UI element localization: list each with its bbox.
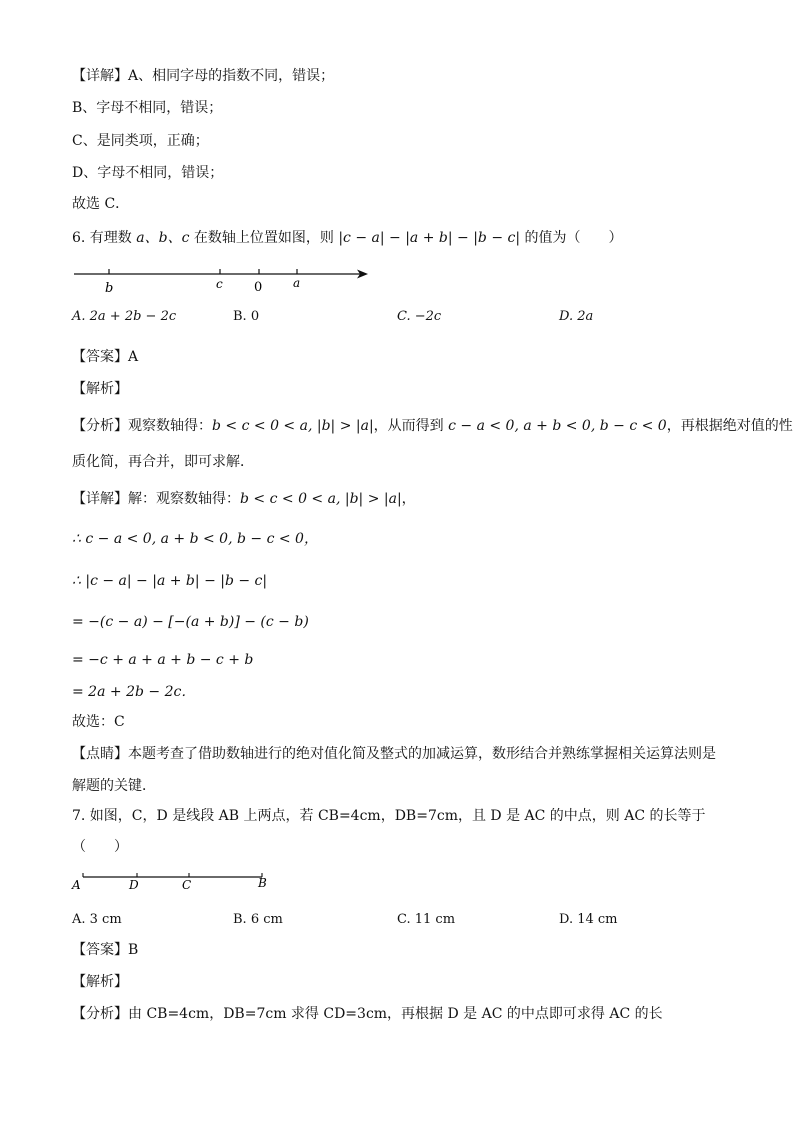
q7-analysis-heading: 【解析】 <box>72 974 128 990</box>
q6-analysis-heading: 【解析】 <box>72 381 128 397</box>
label-point-d: D <box>129 878 139 892</box>
q6-choice: 故选：C <box>72 714 125 730</box>
q6-analysis-text-1: ，从而得到 <box>373 418 449 434</box>
q6-analysis-text-2: ，再根据绝对值的性 <box>666 418 793 434</box>
q6-detail-comma: ， <box>401 491 416 507</box>
prev-choice-line: 故选 C． <box>72 196 130 212</box>
q6-step-5: = 2a + 2b − 2c． <box>72 684 196 700</box>
q6-stem-suffix: 的值为（ ） <box>520 230 623 246</box>
q6-stem <box>72 229 623 247</box>
prev-option-d-line: D、字母不相同，错误； <box>72 165 224 181</box>
q6-stem-prefix: 6. 有理数 <box>72 230 137 246</box>
label-b: b <box>105 281 114 296</box>
q6-detail-inequality: b < c < 0 < a, |b| > |a| <box>240 491 402 507</box>
q6-detail-label: 【详解】解：观察数轴得： <box>72 491 240 507</box>
label-zero: 0 <box>254 280 263 295</box>
q6-analysis-inequality: b < c < 0 < a, |b| > |a| <box>212 418 374 434</box>
q6-comment-line-1: 【点睛】本题考查了借助数轴进行的绝对值化简及整式的加减运算，数形结合并熟练掌握相关运算法则是 <box>72 746 716 762</box>
q6-analysis-line-1 <box>72 417 793 435</box>
label-point-c: C <box>182 878 192 892</box>
label-c: c <box>216 277 223 291</box>
q6-expression: |c − a| − |a + b| − |b − c| <box>338 230 521 246</box>
q7-segment-diagram <box>70 866 280 896</box>
prev-option-b-line: B、字母不相同，错误； <box>72 100 223 116</box>
q6-analysis-label: 【分析】观察数轴得： <box>72 418 212 434</box>
q7-answer: 【答案】B <box>72 942 139 958</box>
q7-option-d: D. 14 cm <box>559 912 618 927</box>
q6-option-b: B. 0 <box>233 309 260 324</box>
q6-step-1: ∴ c − a < 0, a + b < 0, b − c < 0， <box>72 531 318 547</box>
q6-analysis-signs: c − a < 0, a + b < 0, b − c < 0 <box>448 418 667 434</box>
q6-option-c: C. −2c <box>397 309 442 324</box>
label-a: a <box>293 276 301 290</box>
q7-option-c: C. 11 cm <box>397 912 456 927</box>
q7-stem-line-1: 7. 如图，C，D 是线段 AB 上两点，若 CB=4cm，DB=7cm，且 D 是 AC 的中点，则 AC 的长等于 <box>72 808 706 824</box>
q6-stem-mid: 在数轴上位置如图，则 <box>189 230 339 246</box>
q6-number-line <box>70 262 380 298</box>
q7-stem-line-2: （ ） <box>72 839 128 855</box>
q6-comment-line-2: 解题的关键． <box>72 778 156 794</box>
q6-analysis-line-2: 质化简，再合并，即可求解． <box>72 454 254 470</box>
prev-detail-line: 【详解】A、相同字母的指数不同，错误； <box>72 68 335 84</box>
prev-option-c-line: C、是同类项，正确； <box>72 133 209 149</box>
q6-option-a: A. 2a + 2b − 2c <box>72 309 177 324</box>
q6-step-4: = −c + a + a + b − c + b <box>72 652 254 668</box>
q6-stem-vars: a、b、c <box>136 230 190 246</box>
q7-option-a: A. 3 cm <box>72 912 122 927</box>
q7-analysis-line-1: 【分析】由 CB=4cm，DB=7cm 求得 CD=3cm，再根据 D 是 AC 的中点即可求得 AC 的长 <box>72 1006 663 1022</box>
q6-answer: 【答案】A <box>72 349 139 365</box>
q7-option-b: B. 6 cm <box>233 912 283 927</box>
label-point-b: B <box>258 876 267 890</box>
label-point-a: A <box>72 878 81 892</box>
q6-step-3: = −(c − a) − [−(a + b)] − (c − b) <box>72 614 309 630</box>
q6-option-d: D. 2a <box>559 309 594 324</box>
q6-detail-line <box>72 490 416 508</box>
q6-step-2: ∴ |c − a| − |a + b| − |b − c| <box>72 573 268 589</box>
